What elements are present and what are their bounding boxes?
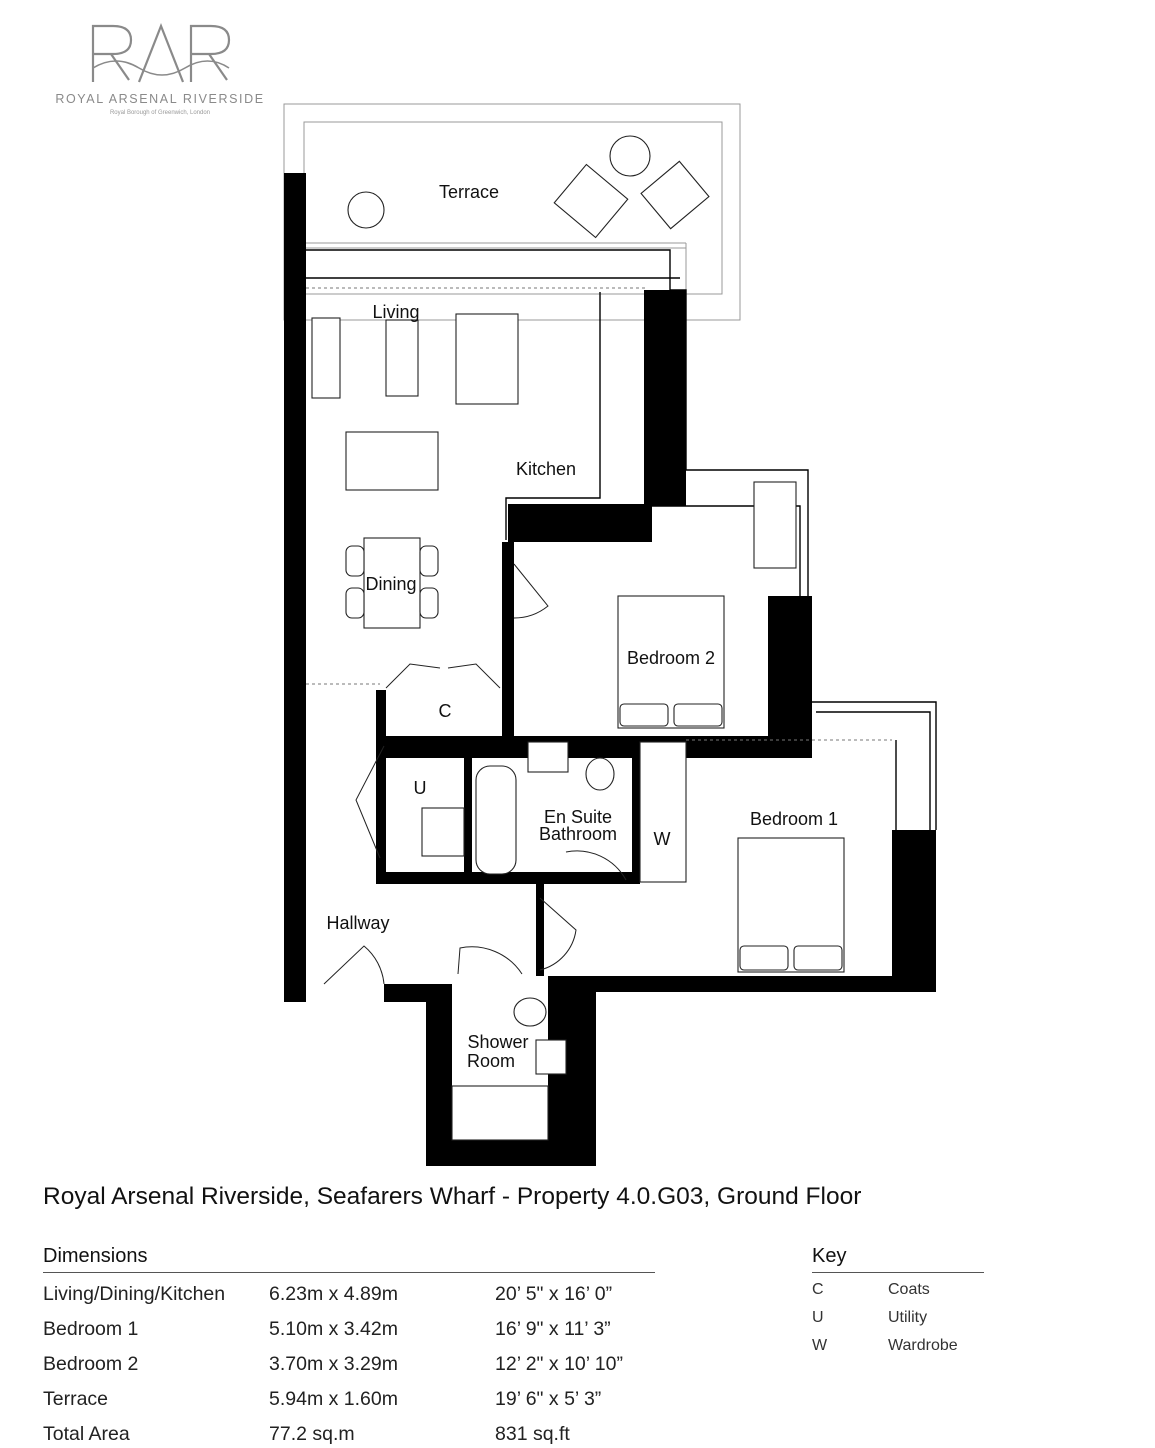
key-label: Wardrobe	[888, 1337, 958, 1354]
label-bedroom-2: Bedroom 2	[626, 648, 716, 668]
row-room: Terrace	[43, 1388, 109, 1410]
tv-unit	[312, 318, 340, 398]
label-shower-line-2: Room	[466, 1051, 516, 1071]
label-wardrobe: W	[653, 829, 671, 849]
row-room: Living/Dining/Kitchen	[43, 1283, 226, 1305]
label-shower-line-1: Shower	[467, 1032, 529, 1052]
row-imperial: 20’ 5" x 16’ 0”	[495, 1283, 613, 1305]
key-item	[812, 1301, 984, 1329]
row-imperial: 19’ 6" x 5’ 3”	[495, 1388, 602, 1410]
table-row	[43, 1343, 655, 1378]
dimensions-table	[43, 1245, 655, 1448]
row-room: Bedroom 2	[43, 1353, 139, 1375]
terrace-table	[610, 136, 650, 176]
label-kitchen: Kitchen	[515, 459, 577, 479]
label-ensuite-line-2: Bathroom	[538, 824, 618, 844]
row-imperial: 831 sq.ft	[495, 1423, 570, 1445]
row-room: Total Area	[43, 1423, 130, 1445]
coffee-table	[386, 320, 418, 396]
label-utility: U	[413, 778, 427, 798]
row-imperial: 12’ 2" x 10’ 10”	[495, 1353, 623, 1375]
utility-appliance	[422, 808, 464, 856]
key-heading: Key	[812, 1245, 984, 1273]
basin-shower	[536, 1040, 566, 1074]
desk	[754, 482, 796, 568]
terrace-chair	[554, 164, 628, 237]
sofa-two	[346, 432, 438, 490]
key-item	[812, 1329, 984, 1357]
row-metric: 77.2 sq.m	[269, 1423, 355, 1445]
key-label: Coats	[888, 1281, 930, 1298]
terrace-planter	[348, 192, 384, 228]
table-row	[43, 1308, 655, 1343]
row-metric: 6.23m x 4.89m	[269, 1283, 398, 1305]
key-code: C	[812, 1281, 824, 1298]
key-legend	[812, 1245, 984, 1357]
label-dining: Dining	[365, 574, 417, 594]
key-item	[812, 1273, 984, 1301]
logo-subtitle: Royal Borough of Greenwich, London	[109, 110, 211, 116]
label-bedroom-1: Bedroom 1	[749, 809, 839, 829]
label-hallway: Hallway	[326, 913, 390, 933]
row-metric: 5.10m x 3.42m	[269, 1318, 398, 1340]
toilet-ensuite	[586, 758, 614, 790]
row-metric: 3.70m x 3.29m	[269, 1353, 398, 1375]
label-ensuite-line-1: En Suite	[543, 807, 613, 827]
property-title: Royal Arsenal Riverside, Seafarers Wharf - Property 4.0.G03, Ground Floor	[43, 1183, 862, 1210]
table-row	[43, 1413, 655, 1448]
label-terrace: Terrace	[438, 182, 500, 202]
dimensions-heading: Dimensions	[43, 1245, 655, 1273]
label-coats: C	[438, 701, 452, 721]
basin-ensuite	[528, 742, 568, 772]
row-room: Bedroom 1	[43, 1318, 139, 1340]
key-label: Utility	[888, 1309, 928, 1326]
wardrobe-unit	[640, 742, 686, 882]
shower-tray	[452, 1086, 548, 1140]
row-metric: 5.94m x 1.60m	[269, 1388, 398, 1410]
label-living: Living	[372, 302, 420, 322]
table-row	[43, 1273, 655, 1308]
row-imperial: 16’ 9" x 11’ 3”	[495, 1318, 611, 1340]
key-code: W	[812, 1337, 828, 1354]
sofa	[456, 314, 518, 404]
terrace-chair-two	[641, 161, 709, 228]
west-wall	[284, 173, 306, 1002]
logo-name: ROYAL ARSENAL RIVERSIDE	[55, 92, 265, 106]
key-code: U	[812, 1309, 824, 1326]
bathtub	[476, 766, 516, 874]
toilet-shower	[514, 998, 546, 1026]
table-row	[43, 1378, 655, 1413]
